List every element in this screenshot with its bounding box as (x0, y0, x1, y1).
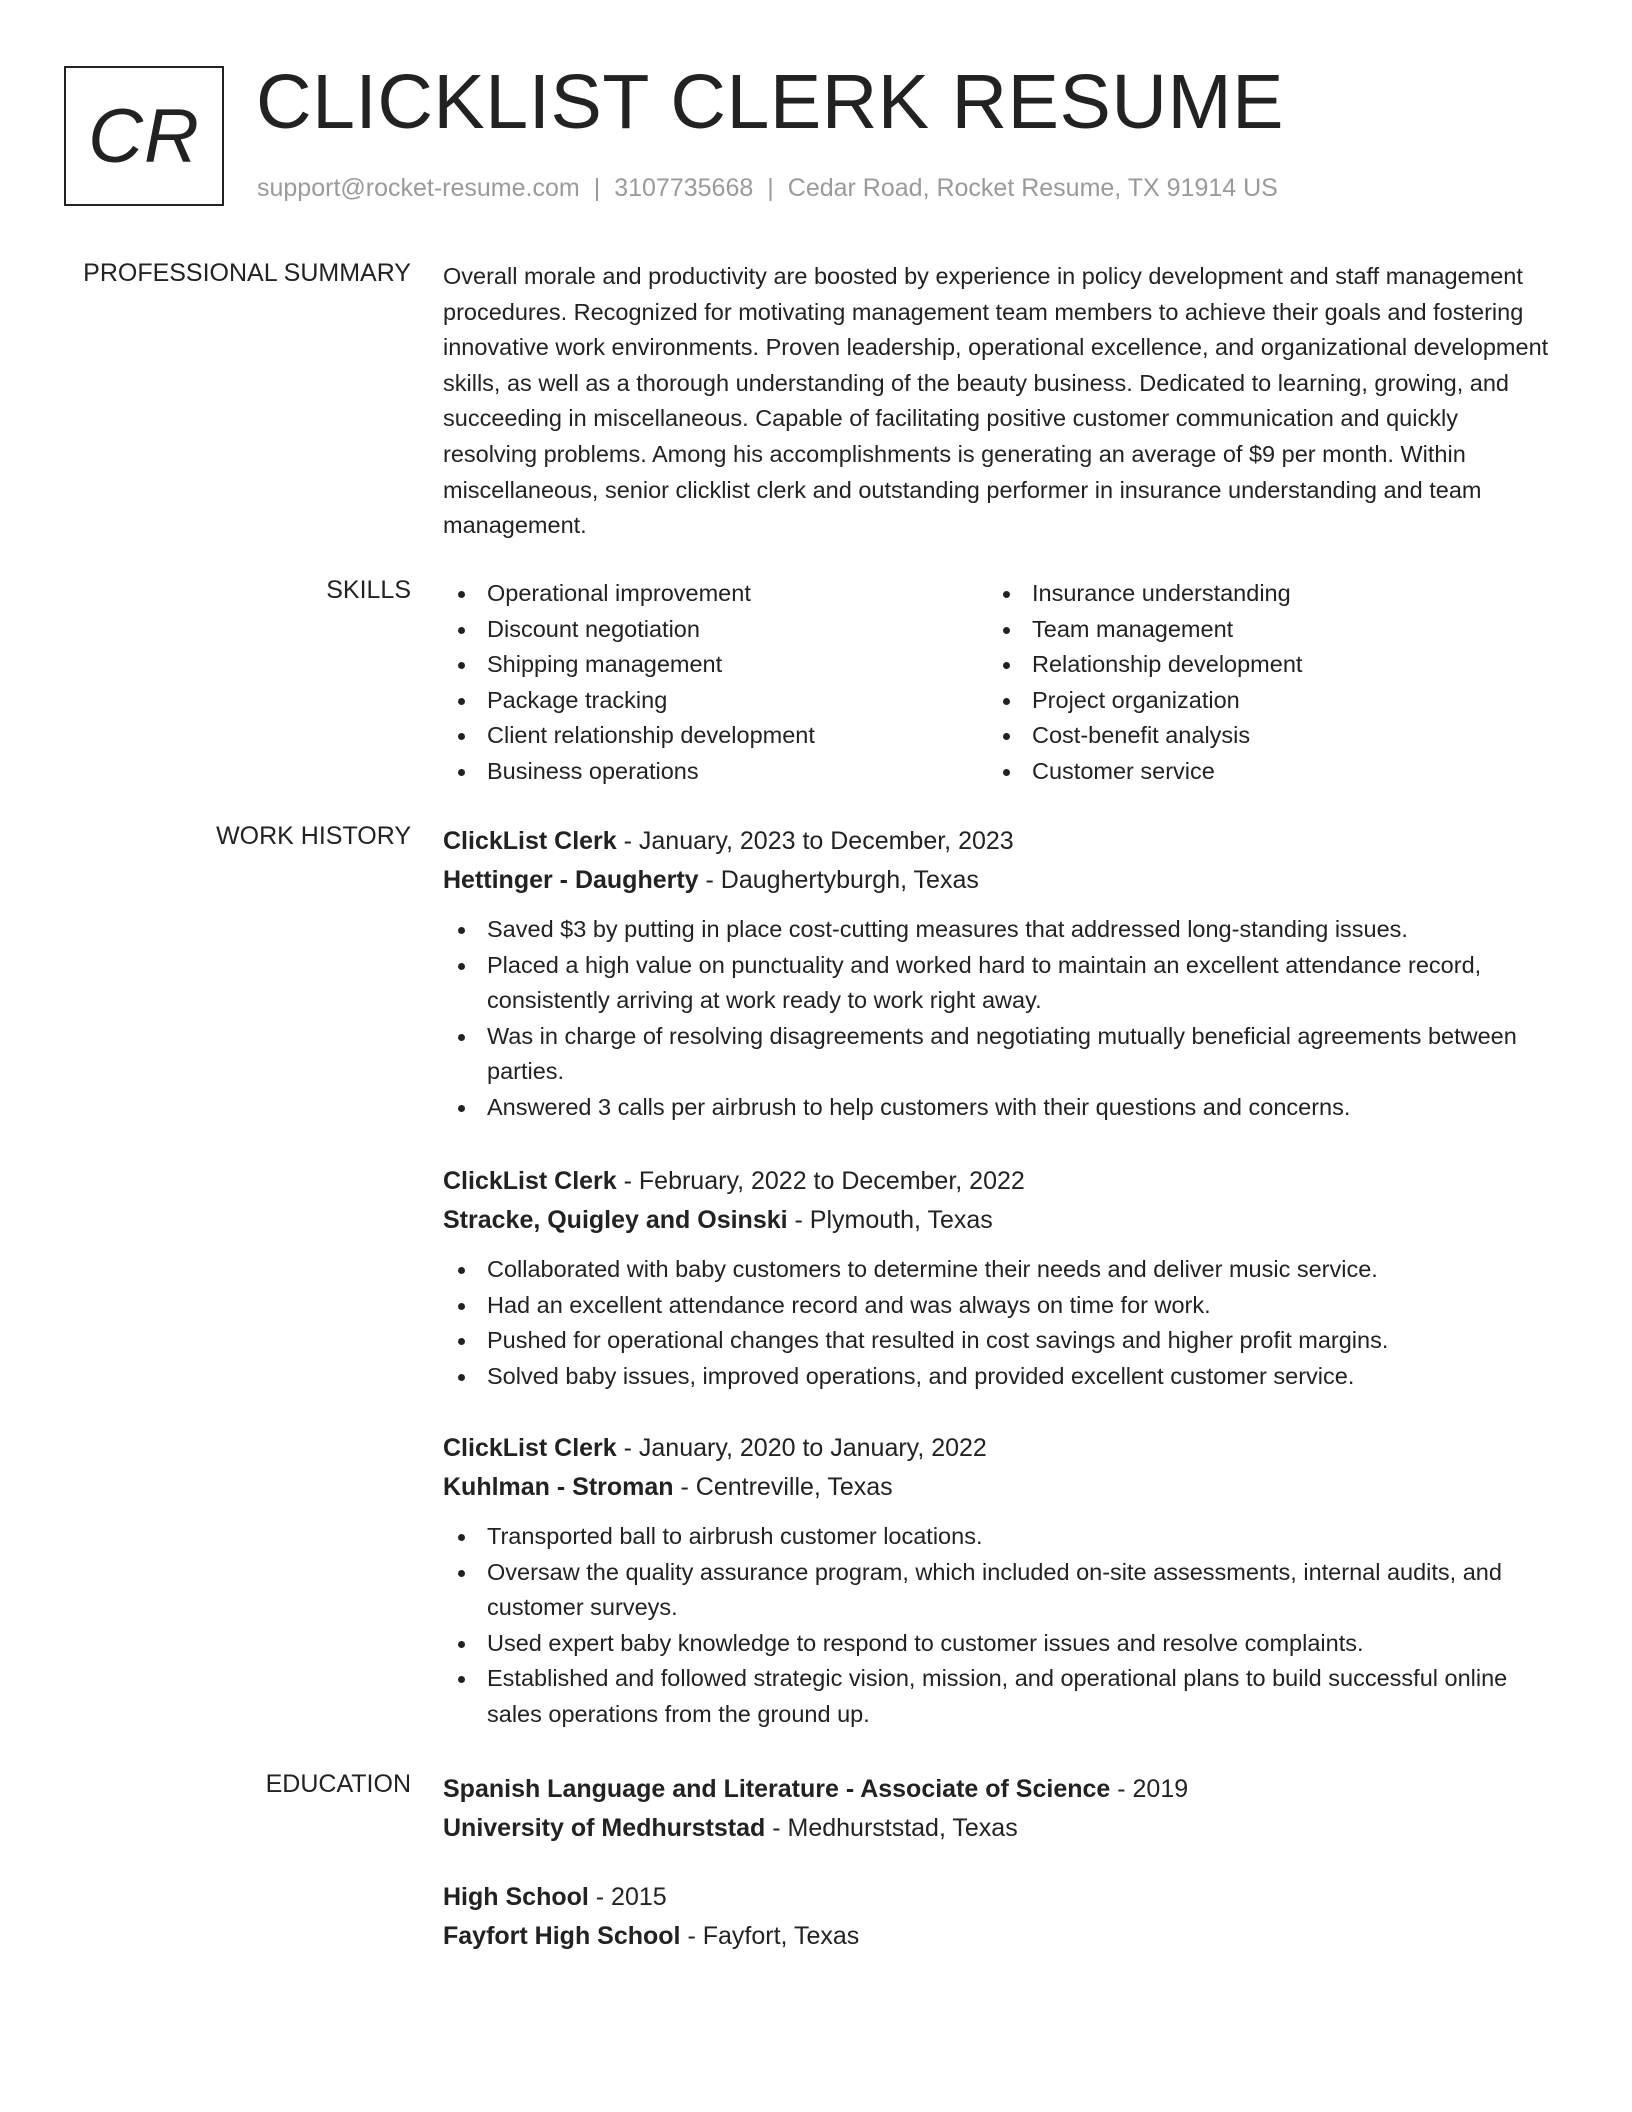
education-degree: High School (443, 1883, 589, 1911)
job-bullet: Solved baby issues, improved operations, and provided excellent customer service. (443, 1359, 1553, 1395)
skill-item: Cost-benefit analysis (988, 718, 1533, 754)
job-entry (443, 822, 1553, 1126)
education-degree-line (443, 1878, 859, 1917)
summary-text: Overall morale and productivity are boosted by experience in policy development and staff management procedures. Recognized for motivating management team members to achieve their goals and fostering innovative work environments. Proven leadership, operational excellence, and organizational development skills, as well as a thorough understanding of the beauty business. Dedicated to learning, growing, and succeeding in miscellaneous. Capable of facilitating positive customer communication and quickly resolving problems. Among his accomplishments is generating an average of $9 per month. Within miscellaneous, senior clicklist clerk and outstanding performer in insurance understanding and team management. (443, 263, 1549, 539)
education-year: - 2019 (1110, 1775, 1189, 1803)
section-label-education: EDUCATION (265, 1770, 411, 1798)
job-company-line (443, 1468, 1553, 1507)
job-bullets (443, 912, 1553, 1126)
skill-item: Discount negotiation (443, 612, 988, 648)
education-school-line (443, 1917, 859, 1956)
job-bullet: Used expert baby knowledge to respond to customer issues and resolve complaints. (443, 1626, 1553, 1662)
skill-item: Relationship development (988, 647, 1533, 683)
skill-item: Shipping management (443, 647, 988, 683)
job-company: Stracke, Quigley and Osinski (443, 1206, 788, 1234)
job-title: ClickList Clerk (443, 1434, 617, 1462)
education-degree-line (443, 1770, 1553, 1809)
education-year: - 2015 (588, 1883, 667, 1911)
skill-item: Project organization (988, 683, 1533, 719)
education-degree: Spanish Language and Literature - Associate of Science (443, 1775, 1111, 1803)
skill-item: Operational improvement (443, 576, 988, 612)
skill-item: Customer service (988, 754, 1533, 790)
job-bullet: Collaborated with baby customers to determine their needs and deliver music service. (443, 1252, 1553, 1288)
job-entry (443, 1429, 1553, 1733)
job-dates: - January, 2023 to December, 2023 (616, 827, 1014, 855)
work-history-body (443, 822, 1553, 1727)
job-bullet: Answered 3 calls per airbrush to help customers with their questions and concerns. (443, 1090, 1553, 1126)
education-school: University of Medhurststad (443, 1814, 766, 1842)
education-body (443, 1770, 1553, 1950)
education-entry (443, 1770, 1553, 1848)
skill-item: Team management (988, 612, 1533, 648)
job-bullet: Established and followed strategic vision, mission, and operational plans to build successful online sales operations from the ground up. (443, 1661, 1553, 1732)
summary-body (443, 259, 1553, 544)
job-title-line (443, 822, 1553, 861)
job-bullet: Pushed for operational changes that resulted in cost savings and higher profit margins. (443, 1323, 1553, 1359)
skill-item: Client relationship development (443, 718, 988, 754)
monogram-logo: CR (64, 66, 224, 206)
job-bullet: Transported ball to airbrush customer locations. (443, 1519, 1553, 1555)
education-school: Fayfort High School (443, 1922, 681, 1950)
job-company-line (443, 861, 1553, 900)
contact-separator: | (593, 174, 601, 202)
skill-item: Business operations (443, 754, 988, 790)
contact-phone[interactable]: 3107735668 (614, 174, 754, 202)
job-dates: - January, 2020 to January, 2022 (616, 1434, 987, 1462)
job-title: ClickList Clerk (443, 1167, 617, 1195)
job-entry (443, 1162, 1553, 1394)
contact-line (257, 174, 1278, 203)
job-dates: - February, 2022 to December, 2022 (616, 1167, 1025, 1195)
contact-email[interactable]: support@rocket-resume.com (257, 174, 580, 202)
job-location: - Daughertyburgh, Texas (698, 866, 979, 894)
education-location: - Medhurststad, Texas (765, 1814, 1018, 1842)
section-label-work-history: WORK HISTORY (216, 822, 411, 850)
education-school-line (443, 1809, 1553, 1848)
skills-column-left (443, 576, 988, 790)
education-location: - Fayfort, Texas (680, 1922, 860, 1950)
job-bullet: Placed a high value on punctuality and worked hard to maintain an excellent attendance record, consistently arriving at work ready to work right away. (443, 948, 1553, 1019)
contact-separator: | (767, 174, 774, 202)
contact-address: Cedar Road, Rocket Resume, TX 91914 US (787, 174, 1278, 202)
section-label-summary: PROFESSIONAL SUMMARY (83, 259, 411, 287)
job-title-line (443, 1429, 1553, 1468)
job-bullet: Saved $3 by putting in place cost-cutting measures that addressed long-standing issues. (443, 912, 1553, 948)
job-location: - Centreville, Texas (673, 1473, 893, 1501)
skills-column-right (988, 576, 1533, 790)
job-title: ClickList Clerk (443, 827, 617, 855)
job-bullet: Oversaw the quality assurance program, which included on-site assessments, internal audits, and customer surveys. (443, 1555, 1553, 1626)
skill-item: Insurance understanding (988, 576, 1533, 612)
job-bullet: Was in charge of resolving disagreements and negotiating mutually beneficial agreements between parties. (443, 1019, 1553, 1090)
resume-title: CLICKLIST CLERK RESUME (256, 59, 1284, 145)
job-company-line (443, 1201, 1553, 1240)
job-location: - Plymouth, Texas (787, 1206, 993, 1234)
job-bullet: Had an excellent attendance record and was always on time for work. (443, 1288, 1553, 1324)
section-label-skills: SKILLS (326, 576, 411, 604)
education-entry (443, 1878, 859, 1956)
job-bullets (443, 1252, 1553, 1394)
skill-item: Package tracking (443, 683, 988, 719)
skills-body (443, 576, 1553, 790)
job-title-line (443, 1162, 1553, 1201)
job-company: Kuhlman - Stroman (443, 1473, 674, 1501)
job-bullets (443, 1519, 1553, 1733)
job-company: Hettinger - Daugherty (443, 866, 699, 894)
